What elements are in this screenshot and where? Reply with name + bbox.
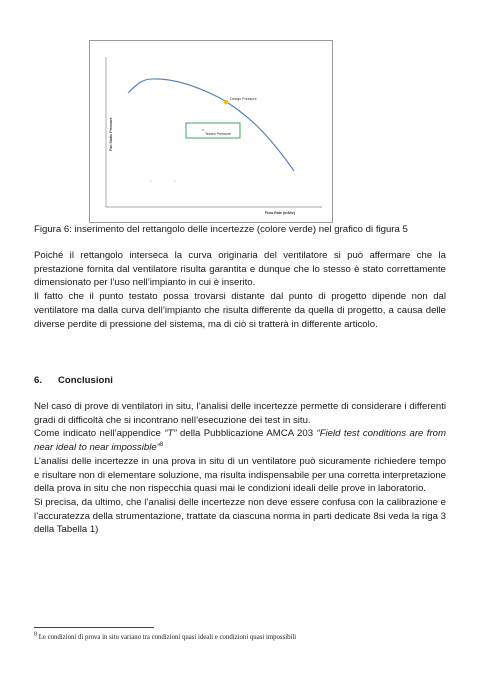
- amca-ref-pre: Come indicato nell’appendice: [34, 428, 165, 440]
- fan-curve-figure: [89, 40, 333, 223]
- section-number: 6.: [34, 375, 43, 386]
- paragraph-2-line-1: Nel caso di prove di ventilatori in situ, l’analisi delle incertezze permette di considerare i differenti gradi di difficoltà che si incontrano nell’esecuzione dei test in situ.: [34, 401, 446, 426]
- x-axis-label: Flow Rate (m3/hr): [265, 211, 296, 215]
- fan-curve: [128, 79, 294, 171]
- paragraph-1: [34, 249, 446, 331]
- paragraph-2-line-2: [34, 427, 446, 454]
- paragraph-2-line-3: L’analisi delle incertezze in una prova in situ di un ventilatore può sicuramente richiedere tempo e risultare non di elementare soluzione, ma risulta indispensabile per una corretta interpretazione della prova in situ che non rispecchia quasi mai le condizioni ideali delle prove in laboratorio.: [34, 455, 446, 495]
- tested-point-marker: [202, 129, 203, 130]
- figure-caption: Figura 6: inserimento del rettangolo delle incertezze (colore verde) nel grafico di figura 5: [34, 224, 408, 235]
- paragraph-1-line-2: Il fatto che il punto testato possa trovarsi distante dal punto di progetto dipende non dal ventilatore ma dalla curva dell’impianto che risulta differente da quella di progetto, a causa delle diverse perdite di pressione del sistema, ma di ciò si tratterà in differente articolo.: [34, 291, 446, 330]
- tested-pressure-label: Tested Pressure: [205, 132, 231, 136]
- design-pressure-label: Design Pressure: [230, 97, 257, 101]
- section-heading: [34, 375, 113, 386]
- footnote: [34, 633, 296, 642]
- paragraph-1-line-1: Poiché il rettangolo interseca la curva originaria del ventilatore si può affermare che la prestazione fornita dal ventilatore risulta garantita e dunque che lo stesso è stato correttamente dimensionato per l’uso nell’impianto in cui è inserito.: [34, 250, 446, 289]
- y-axis-label: Fan Static Pressure: [109, 117, 113, 151]
- section-title: Conclusioni: [58, 375, 113, 386]
- footnote-text: Le condizioni di prova in situ variano tra condizioni quasi ideali e condizioni quasi impossibili: [37, 634, 297, 641]
- fan-curve-chart: [90, 41, 332, 222]
- amca-ref-mid: della Pubblicazione AMCA 203: [176, 428, 317, 440]
- footnote-divider: [34, 627, 154, 628]
- amca-quote: “Field test conditions are from near ideal to near impossible”: [34, 428, 446, 454]
- footnote-marker: 8: [34, 631, 37, 638]
- paragraph-2-line-4: Si precisa, da ultimo, che l’analisi delle incertezze non deve essere confusa con la calibrazione e l’accuratezza della strumentazione, trattate da ciascuna norma in parti dedicate 8si veda la riga 3 della Tabella 1): [34, 496, 446, 536]
- paragraph-2: [34, 400, 446, 537]
- appendix-ref: “T”: [164, 428, 177, 440]
- footnote-ref: 8: [159, 441, 164, 448]
- design-point-marker: [224, 100, 228, 104]
